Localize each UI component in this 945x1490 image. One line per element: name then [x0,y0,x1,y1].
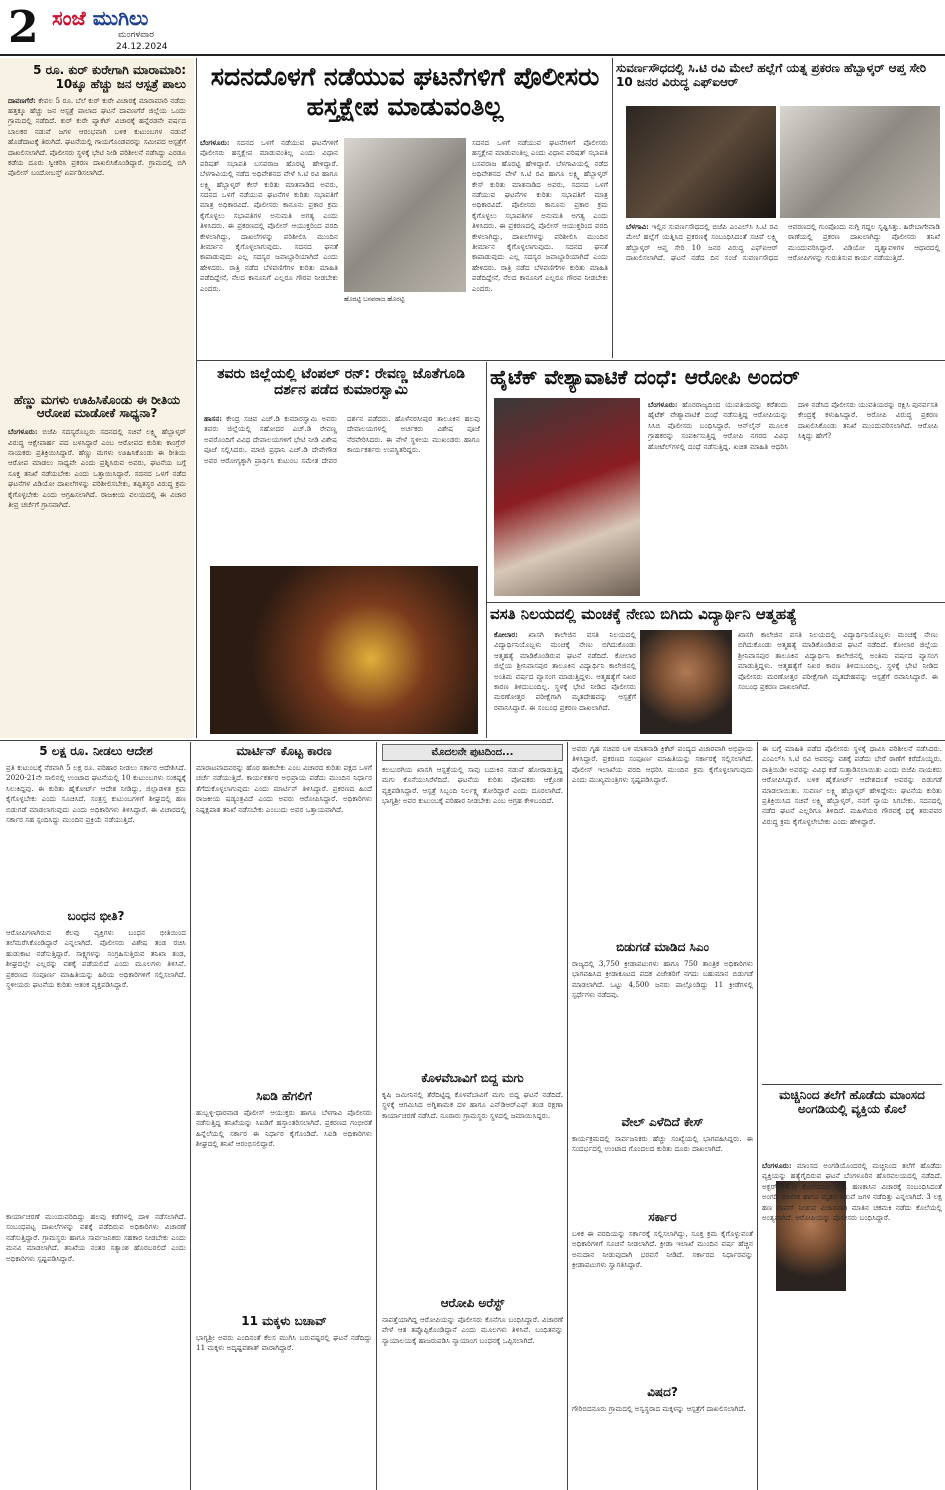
lead-story-caption: ಹೊರಟ್ಟಿ ಬಸವರಾಜ ಹೊರಟ್ಟಿ [344,295,405,303]
lead-story-dateline: ಬೆಂಗಳೂರು: [200,138,230,147]
murder-body [762,1161,942,1487]
hostel-body-right: ಖಾಸಗಿ ಕಾಲೇಜಿನ ವಸತಿ ನಿಲಯದಲ್ಲಿ ವಿದ್ಯಾರ್ಥಿನಿಯೊಬ್ಬಳು ಮಂಚಕ್ಕೆ ನೇಣು ಬಿಗಿದುಕೊಂಡು ಆತ್ಮಹತ್ಯೆ ಮಾಡಿಕೊಂಡಿರುವ ಘಟನೆ ನಡೆದಿದೆ. ಕೋಲಾರ ಜಿಲ್ಲೆಯ ಶ್ರೀನಿವಾಸಪುರ ತಾಲೂಕಿನ ವಿದ್ಯಾರ್ಥಿನಿ ಕಾಲೇಜಿನಲ್ಲಿ ಅಂತಿಮ ವರ್ಷದ ವ್ಯಾಸಂಗ ಮಾಡುತ್ತಿದ್ದಳು. ಆತ್ಮಹತ್ಯೆಗೆ ನಿಖರ ಕಾರಣ ತಿಳಿದುಬಂದಿಲ್ಲ. ಸ್ಥಳಕ್ಕೆ ಭೇಟಿ ನೀಡಿದ ಪೊಲೀಸರು ಮರಣೋತ್ತರ ಪರೀಕ್ಷೆಗಾಗಿ ಮೃತದೇಹವನ್ನು ಆಸ್ಪತ್ರೆಗೆ ರವಾನಿಸಿದ್ದಾರೆ. ಈ ಸಂಬಂಧ ಪ್ರಕರಣ ದಾಖಲಾಗಿದೆ. [738,630,938,692]
cid-subhead: ಸಿಐಡಿ ಹೆಗಲಿಗೆ [256,1089,312,1103]
bottom-left-body-3: ಕಾರ್ಯಾಚರಣೆ ಮುಂದುವರಿದಿದ್ದು ಹಲವು ಕಡೆಗಳಲ್ಲಿ ದಾಳಿ ನಡೆಸಲಾಗಿದೆ. ಸಂಬಂಧಪಟ್ಟ ದಾಖಲೆಗಳನ್ನು ವಶಕ್ಕೆ ಪಡೆದಿರುವ ಅಧಿಕಾರಿಗಳು ವಿಚಾರಣೆ ನಡೆಸುತ್ತಿದ್ದಾರೆ. ಗ್ರಾಮಸ್ಥರು ಹಾಗೂ ಸಾರ್ವಜನಿಕರು ಸಹಕಾರ ನೀಡಬೇಕು ಎಂದು ಮನವಿ ಮಾಡಲಾಗಿದೆ. ತನಿಖೆಯ ನಂತರ ಸತ್ಯಾಂಶ ಹೊರಬರಲಿದೆ ಎಂದು ಅಧಿಕಾರಿಗಳು ಸ್ಪಷ್ಟಪಡಿಸಿದ್ದಾರೆ. [6,1212,186,1263]
hitech-headline: ಹೈಟೆಕ್ ವೇಶ್ಯಾವಾಟಿಕೆ ದಂಧೆ: ಆರೋಪಿ ಅಂದರ್ [490,366,800,389]
case-subhead: ವೇಲ್ ಎಳೆದಿದೆ ಕೇಸ್ [621,1115,704,1129]
martin-headline: ಮಾರ್ಟಿನ್ ಕೊಟ್ಟ ಕಾರಣ [236,744,332,758]
continued-body-2: ಕೃಷಿ ಜಮೀನಿನಲ್ಲಿ ತೆರೆದಿಟ್ಟಿದ್ದ ಕೊಳವೆಬಾವಿಗೆ ಮಗು ಬಿದ್ದ ಘಟನೆ ನಡೆದಿದೆ. ಸ್ಥಳಕ್ಕೆ ಆಗಮಿಸಿದ ಅಗ್ನಿಶಾಮಕ ದಳ ಹಾಗೂ ಎನ್‌ಡಿಆರ್‌ಎಫ್ ತಂಡ ರಕ್ಷಣಾ ಕಾರ್ಯಾಚರಣೆ ನಡೆಸಿದೆ. ನೂರಾರು ಗ್ರಾಮಸ್ಥರು ಸ್ಥಳದಲ್ಲಿ ಜಮಾಯಿಸಿದ್ದರು. [382,1090,563,1120]
top-right-photo-2 [780,106,940,218]
lead-story-text: ಸದನದ ಒಳಗೆ ನಡೆಯುವ ಘಟನೆಗಳಿಗೆ ಪೊಲೀಸರು ಹಸ್ತಕ್ಷೇಪ ಮಾಡುವಂತಿಲ್ಲ ಎಂದು ವಿಧಾನ ಪರಿಷತ್ ಸಭಾಪತಿ ಬಸವರಾಜ ಹೊರಟ್ಟಿ ಹೇಳಿದ್ದಾರೆ. ಬೆಳಗಾವಿಯಲ್ಲಿ ನಡೆದ ಅಧಿವೇಶನದ ವೇಳೆ ಸಿ.ಟಿ ರವಿ ಹಾಗೂ ಲಕ್ಷ್ಮಿ ಹೆಬ್ಬಾಳ್ಕರ್ ಕೇಸ್ ಕುರಿತು ಮಾತನಾಡಿದ ಅವರು, ಸದನದ ಒಳಗೆ ನಡೆಯುವ ಘಟನೆಗಳ ಕುರಿತು ಸಭಾಪತಿಗೆ ಮಾತ್ರ ಅಧಿಕಾರವಿದೆ. ಪೊಲೀಸರು ಕಾನೂನು ಪ್ರಕಾರ ಕ್ರಮ ಕೈಗೊಳ್ಳಲು ಸಭಾಪತಿಗಳ ಅನುಮತಿ ಅಗತ್ಯ ಎಂದು ತಿಳಿಸಿದರು. ಈ ಪ್ರಕರಣದಲ್ಲಿ ಪೊಲೀಸ್ ಆಯುಕ್ತರಿಂದ ವರದಿ ಕೇಳಲಾಗಿದ್ದು, ದಾಖಲೆಗಳನ್ನು ಪರಿಶೀಲಿಸಿ ಮುಂದಿನ ತೀರ್ಮಾನ ಕೈಗೊಳ್ಳಲಾಗುವುದು. ಸದನದ ಘನತೆ ಕಾಪಾಡುವುದು ಎಲ್ಲ ಸದಸ್ಯರ ಜವಾಬ್ದಾರಿಯಾಗಿದೆ ಎಂದು ಹೇಳಿದರು. ರಾತ್ರಿ ನಡೆದ ಬೆಳವಣಿಗೆಗಳ ಕುರಿತು ಮಾಹಿತಿ ಪಡೆದಿದ್ದೇನೆ, ನೆಲದ ಕಾನೂನಿಗೆ ಎಲ್ಲರೂ ಗೌರವ ನೀಡಬೇಕು ಎಂದರು. [200,138,338,293]
page-number: 2 [8,4,39,52]
cm-subhead: ಬಿಡುಗಡೆ ಮಾಡಿದ ಸಿಎಂ [616,940,709,954]
hostel-story [490,606,942,738]
left-sub-headline: ಹೆಣ್ಣು ಮಗಳು ಊಹಿಸಿಕೊಂಡು ಈ ರೀತಿಯ ಆರೋಪ ಮಾಡೋಕೆ ಸಾಧ್ಯನಾ? [13,392,181,421]
hitech-photo [494,398,640,596]
bottom-left-body-2: ಆರೋಪಿಗಳಾಗಿರುವ ಕೆಲವು ವ್ಯಕ್ತಿಗಳು ಬಂಧನ ಭೀತಿಯಿಂದ ತಲೆಮರೆಸಿಕೊಂಡಿದ್ದಾರೆ ಎನ್ನಲಾಗಿದೆ. ಪೊಲೀಸರು ವಿಶೇಷ ತಂಡ ರಚಿಸಿ ಹುಡುಕಾಟ ನಡೆಸುತ್ತಿದ್ದಾರೆ. ಸಾಕ್ಷ್ಯಗಳನ್ನು ಸಂಗ್ರಹಿಸುತ್ತಿರುವ ತನಿಖಾ ತಂಡ, ಶೀಘ್ರದಲ್ಲೇ ಎಲ್ಲರನ್ನು ವಶಕ್ಕೆ ಪಡೆಯಲಿದೆ ಎಂದು ಮೂಲಗಳು ತಿಳಿಸಿವೆ. ಪ್ರಕರಣದ ಸಂಪೂರ್ಣ ಮಾಹಿತಿಯನ್ನು ಹಿರಿಯ ಅಧಿಕಾರಿಗಳಿಗೆ ಸಲ್ಲಿಸಲಾಗಿದೆ. ಸ್ಥಳೀಯರು ಘಟನೆಯ ಕುರಿತು ಆತಂಕ ವ್ಯಕ್ತಪಡಿಸಿದ್ದಾರೆ. [6,928,186,990]
lead-story [200,62,610,358]
left-story-dateline: ದಾವಣಗೆರೆ: [8,95,36,105]
temple-story [200,366,482,738]
left-story [0,58,194,738]
hitech-text: ಹೊರರಾಜ್ಯದಿಂದ ಯುವತಿಯರನ್ನು ಕರೆತಂದು ಹೈಟೆಕ್ ವೇಶ್ಯಾವಾಟಿಕೆ ದಂಧೆ ನಡೆಸುತ್ತಿದ್ದ ಆರೋಪಿಯನ್ನು ಸಿಸಿಬಿ ಪೊಲೀಸರು ಬಂಧಿಸಿದ್ದಾರೆ. ಆನ್‌ಲೈನ್ ಮೂಲಕ ಗ್ರಾಹಕರನ್ನು ಸಂಪರ್ಕಿಸುತ್ತಿದ್ದ ಆರೋಪಿ ನಗರದ ವಿವಿಧ ಹೋಟೆಲ್‌ಗಳಲ್ಲಿ ದಂಧೆ ನಡೆಸುತ್ತಿದ್ದ. ಖಚಿತ ಮಾಹಿತಿ ಆಧರಿಸಿ ದಾಳಿ ನಡೆಸಿದ ಪೊಲೀಸರು ಯುವತಿಯರನ್ನು ರಕ್ಷಿಸಿ ಪುನರ್ವಸತಿ ಕೇಂದ್ರಕ್ಕೆ ಕಳುಹಿಸಿದ್ದಾರೆ. ಆರೋಪಿ ವಿರುದ್ಧ ಪ್ರಕರಣ ದಾಖಲಿಸಿಕೊಂಡು ತನಿಖೆ ಮುಂದುವರಿಸಲಾಗಿದೆ. ಆರೋಪಿ ಸಿಕ್ಕಿದ್ದು ಹೇಗೆ? [648,400,938,451]
lead-story-photo [344,138,466,292]
hostel-dateline: ಕೋಲಾರ: [494,630,518,639]
hostel-body-left [494,630,636,734]
temple-headline: ತವರು ಜಿಲ್ಲೆಯಲ್ಲಿ ಟೆಂಪಲ್ ರನ್: ರೇವಣ್ಣ ಜೊತೆಗೂಡಿ ದರ್ಶನ ಪಡೆದ ಕುಮಾರಸ್ವಾಮಿ [217,366,465,399]
bottom-left-subhead: ಬಂಧನ ಭೀತಿ? [67,909,125,923]
bottom-left-story [6,744,186,1488]
govt-subhead: ಸರ್ಕಾರ [648,1210,677,1224]
top-right-headline: ಸುವರ್ಣಸೌಧದಲ್ಲಿ ಸಿ.ಟಿ ರವಿ ಮೇಲೆ ಹಲ್ಲೆಗೆ ಯತ್ನ ಪ್ರಕರಣ ಹೆಬ್ಬಾಳ್ಕರ್ ಆಪ್ತ ಸೇರಿ 10 ಜನರ ವಿರುದ್ಧ ಎಫ್‌ಐಆರ್ [616,62,927,89]
top-right-story [616,62,942,358]
cid-body: ಹುಬ್ಬಳ್ಳಿ-ಧಾರವಾಡ ಪೊಲೀಸ್ ಆಯುಕ್ತರು ಹಾಗೂ ಬೆಳಗಾವಿ ಪೊಲೀಸರು ನಡೆಸುತ್ತಿದ್ದ ತನಿಖೆಯನ್ನು ಸಿಐಡಿಗೆ ಹಸ್ತಾಂತರಿಸಲಾಗಿದೆ. ಪ್ರಕರಣದ ಗಂಭೀರತೆ ಹಿನ್ನೆಲೆಯಲ್ಲಿ ಸರ್ಕಾರ ಈ ನಿರ್ಧಾರ ಕೈಗೊಂಡಿದೆ. ಸಿಐಡಿ ಅಧಿಕಾರಿಗಳು ಶೀಘ್ರದಲ್ಲಿ ತನಿಖೆ ಆರಂಭಿಸಲಿದ್ದಾರೆ. [196,1108,372,1149]
continued-subhead-2: ಆರೋಪಿ ಅರೆಸ್ಟ್ [440,1296,505,1310]
logo-part-1: ಸಂಜೆ [52,6,86,30]
top-right-text: ಇಲ್ಲಿನ ಸುವರ್ಣಸೌಧದಲ್ಲಿ ಬಿಜೆಪಿ ಎಂಎಲ್‌ಸಿ ಸಿ.ಟಿ ರವಿ ಮೇಲೆ ಹಲ್ಲೆಗೆ ಯತ್ನಿಸಿದ ಪ್ರಕರಣಕ್ಕೆ ಸಂಬಂಧಿಸಿದಂತೆ ಸಚಿವೆ ಲಕ್ಷ್ಮಿ ಹೆಬ್ಬಾಳ್ಕರ್ ಆಪ್ತ ಸೇರಿ 10 ಜನರ ವಿರುದ್ಧ ಎಫ್‌ಐಆರ್ ದಾಖಲಿಸಲಾಗಿದೆ. ಘಟನೆ ನಡೆದ ದಿನ ಸಂಜೆ ಸುವರ್ಣಸೌಧದ ಆವರಣದಲ್ಲಿ ಗುಂಪೊಂದು ನುಗ್ಗಿ ಗದ್ದಲ ಸೃಷ್ಟಿಸಿತ್ತು. ಹಿರೇಬಾಗೇವಾಡಿ ಠಾಣೆಯಲ್ಲಿ ಪ್ರಕರಣ ದಾಖಲಾಗಿದ್ದು ಪೊಲೀಸರು ತನಿಖೆ ಮುಂದುವರಿಸಿದ್ದಾರೆ. ವಿಡಿಯೋ ದೃಶ್ಯಾವಳಿಗಳ ಆಧಾರದಲ್ಲಿ ಆರೋಪಿಗಳನ್ನು ಗುರುತಿಸುವ ಕಾರ್ಯ ನಡೆಯುತ್ತಿದೆ. [626,222,940,263]
left-sub-text: ಬಿಜೆಪಿ ಸದಸ್ಯರೊಬ್ಬರು ಸದನದಲ್ಲಿ ಸಚಿವೆ ಲಕ್ಷ್ಮಿ ಹೆಬ್ಬಾಳ್ಕರ್ ವಿರುದ್ಧ ಆಕ್ಷೇಪಾರ್ಹ ಪದ ಬಳಸಿದ್ದಾರೆ ಎಂಬ ಆರೋಪದ ಕುರಿತು ಕಾಂಗ್ರೆಸ್ ನಾಯಕರು ಪ್ರತಿಕ್ರಿಯಿಸಿದ್ದಾರೆ. ಹೆಣ್ಣು ಮಗಳು ಊಹಿಸಿಕೊಂಡು ಈ ರೀತಿಯ ಆರೋಪ ಮಾಡಲು ಸಾಧ್ಯವೇ ಎಂದು ಪ್ರಶ್ನಿಸಿರುವ ಅವರು, ಘಟನೆಯ ಬಗ್ಗೆ ಸೂಕ್ತ ತನಿಖೆ ನಡೆಯಬೇಕು ಎಂದು ಒತ್ತಾಯಿಸಿದ್ದಾರೆ. ಸದನದ ಒಳಗೆ ನಡೆದ ಘಟನೆಗಳ ವಿಡಿಯೋ ದಾಖಲೆಗಳನ್ನು ಪರಿಶೀಲಿಸಬೇಕು, ತಪ್ಪಿತಸ್ಥರ ವಿರುದ್ಧ ಕ್ರಮ ಕೈಗೊಳ್ಳಬೇಕು ಎಂದು ಆಗ್ರಹಿಸಲಾಗಿದೆ. ರಾಜಕೀಯ ವಲಯದಲ್ಲಿ ಈ ವಿಚಾರ ತೀವ್ರ ಚರ್ಚೆಗೆ ಗ್ರಾಸವಾಗಿದೆ. [8,427,186,510]
kids-body: ಭಾಗ್ಯಶ್ರೀ ಅವರು ಎಂದಿನಂತೆ ಕೆಲಸ ಮುಗಿಸಿ ಬರುವಷ್ಟರಲ್ಲಿ ಘಟನೆ ನಡೆದಿದ್ದು 11 ಮಕ್ಕಳು ಅದೃಷ್ಟವಶಾತ್ ಪಾರಾಗಿದ್ದಾರೆ. [196,1333,372,1353]
murder-story [762,1084,942,1488]
hostel-photo [640,630,732,734]
far-right-body: ಈ ಬಗ್ಗೆ ಮಾಹಿತಿ ಪಡೆದ ಪೊಲೀಸರು ಸ್ಥಳಕ್ಕೆ ಧಾವಿಸಿ ಪರಿಶೀಲನೆ ನಡೆಸಿದರು. ಎಂಎಲ್‌ಸಿ ಸಿ.ಟಿ ರವಿ ಅವರನ್ನು ವಶಕ್ಕೆ ಪಡೆದು ಬೇರೆ ಠಾಣೆಗೆ ಕರೆದೊಯ್ದರು. ರಾತ್ರಿಯಿಡೀ ಅವರನ್ನು ವಿವಿಧ ಕಡೆ ಸುತ್ತಾಡಿಸಲಾಯಿತು ಎಂದು ಬಿಜೆಪಿ ನಾಯಕರು ಆರೋಪಿಸಿದ್ದಾರೆ. ಬಳಿಕ ಹೈಕೋರ್ಟ್ ಆದೇಶದಂತೆ ಅವರನ್ನು ಬಿಡುಗಡೆ ಮಾಡಲಾಯಿತು. ಸುವರ್ಣ ಲಕ್ಷ್ಮಿ ಹೆಬ್ಬಾಳ್ಕರ್ ಹೇಳಿದ್ದೇನು: ಘಟನೆಯ ಕುರಿತು ಪ್ರತಿಕ್ರಿಯಿಸಿದ ಸಚಿವೆ ಲಕ್ಷ್ಮಿ ಹೆಬ್ಬಾಳ್ಕರ್, ನನಗೆ ನ್ಯಾಯ ಸಿಗಬೇಕು. ಸದನದಲ್ಲಿ ನಡೆದ ಘಟನೆ ಎಲ್ಲರಿಗೂ ತಿಳಿದಿದೆ. ಮಹಿಳೆಯರ ಗೌರವಕ್ಕೆ ಧಕ್ಕೆ ತರುವವರ ವಿರುದ್ಧ ಕ್ರಮ ಕೈಗೊಳ್ಳಲೇಬೇಕು ಎಂದು ಹೇಳಿದ್ದಾರೆ. [762,744,942,826]
bottom-left-headline: 5 ಲಕ್ಷ ರೂ. ನೀಡಲು ಆದೇಶ [39,744,153,758]
continued-subhead-1: ಕೊಳವೆಬಾವಿಗೆ ಬಿದ್ದ ಮಗು [421,1071,524,1085]
continued-body-1: ಕಲಬುರಗಿಯ ಖಾಸಗಿ ಆಸ್ಪತ್ರೆಯಲ್ಲಿ ಸಾವು ಬದುಕಿನ ನಡುವೆ ಹೋರಾಡುತ್ತಿದ್ದ ಮಗು ಕೊನೆಯುಸಿರೆಳೆದಿದೆ. ಘಟನೆಯ ಕುರಿತು ಪೋಷಕರು ಆಕ್ರೋಶ ವ್ಯಕ್ತಪಡಿಸಿದ್ದಾರೆ. ಆಸ್ಪತ್ರೆ ಸಿಬ್ಬಂದಿ ನಿರ್ಲಕ್ಷ್ಯ ತೋರಿದ್ದಾರೆ ಎಂದು ದೂರಲಾಗಿದೆ. ಭಾಗ್ಯಶ್ರೀ ಅವರ ಕುಟುಂಬಕ್ಕೆ ಪರಿಹಾರ ನೀಡಬೇಕು ಎಂಬ ಆಗ್ರಹ ಕೇಳಿಬಂದಿದೆ. [382,765,563,806]
left-sub-body [8,427,186,697]
hitech-dateline: ಬೆಂಗಳೂರು: [648,400,678,409]
hitech-story [490,366,942,600]
left-story-headline: 5 ರೂ. ಕುರ್ ಕುರೇಗಾಗಿ ಮಾರಾಮಾರಿ: 10ಕ್ಕೂ ಹೆಚ್ಚು ಜನ ಆಸ್ಪತ್ರೆ ಪಾಲು [33,63,186,91]
top-right-dateline: ಬೆಳಗಾವಿ: [626,222,649,231]
hitech-body [648,400,938,596]
hostel-headline: ವಸತಿ ನಿಲಯದಲ್ಲಿ ಮಂಚಕ್ಕೆ ನೇಣು ಬಿಗಿದು ವಿದ್ಯಾರ್ಥಿನಿ ಆತ್ಮಹತ್ಯೆ [490,606,797,623]
temple-text: ಕೇಂದ್ರ ಸಚಿವ ಎಚ್.ಡಿ ಕುಮಾರಸ್ವಾಮಿ ಅವರು ತವರು ಜಿಲ್ಲೆಯಲ್ಲಿ ಸಹೋದರ ಎಚ್.ಡಿ ರೇವಣ್ಣ ಅವರೊಂದಿಗೆ ವಿವಿಧ ದೇವಾಲಯಗಳಿಗೆ ಭೇಟಿ ನೀಡಿ ವಿಶೇಷ ಪೂಜೆ ಸಲ್ಲಿಸಿದರು. ಮಾಜಿ ಪ್ರಧಾನಿ ಎಚ್.ಡಿ ದೇವೇಗೌಡ ಅವರ ಆರೋಗ್ಯಕ್ಕಾಗಿ ಪ್ರಾರ್ಥಿಸಿ ಕುಟುಂಬ ಸಮೇತ ದೇವರ ದರ್ಶನ ಪಡೆದರು. ಹೊಳೆನರಸೀಪುರ ತಾಲೂಕಿನ ಹಲವು ದೇವಾಲಯಗಳಲ್ಲಿ ಅರ್ಚಕರು ವಿಶೇಷ ಪೂಜೆ ನೆರವೇರಿಸಿದರು. ಈ ವೇಳೆ ಸ್ಥಳೀಯ ಮುಖಂಡರು ಹಾಗೂ ಕಾರ್ಯಕರ್ತರು ಉಪಸ್ಥಿತರಿದ್ದರು. [204,414,480,465]
hostel-text: ಖಾಸಗಿ ಕಾಲೇಜಿನ ವಸತಿ ನಿಲಯದಲ್ಲಿ ವಿದ್ಯಾರ್ಥಿನಿಯೊಬ್ಬಳು ಮಂಚಕ್ಕೆ ನೇಣು ಬಿಗಿದುಕೊಂಡು ಆತ್ಮಹತ್ಯೆ ಮಾಡಿಕೊಂಡಿರುವ ಘಟನೆ ನಡೆದಿದೆ. ಕೋಲಾರ ಜಿಲ್ಲೆಯ ಶ್ರೀನಿವಾಸಪುರ ತಾಲೂಕಿನ ವಿದ್ಯಾರ್ಥಿನಿ ಕಾಲೇಜಿನಲ್ಲಿ ಅಂತಿಮ ವರ್ಷದ ವ್ಯಾಸಂಗ ಮಾಡುತ್ತಿದ್ದಳು. ಆತ್ಮಹತ್ಯೆಗೆ ನಿಖರ ಕಾರಣ ತಿಳಿದುಬಂದಿಲ್ಲ. ಸ್ಥಳಕ್ಕೆ ಭೇಟಿ ನೀಡಿದ ಪೊಲೀಸರು ಮರಣೋತ್ತರ ಪರೀಕ್ಷೆಗಾಗಿ ಮೃತದೇಹವನ್ನು ಆಸ್ಪತ್ರೆಗೆ ರವಾನಿಸಿದ್ದಾರೆ. ಈ ಸಂಬಂಧ ಪ್ರಕರಣ ದಾಖಲಾಗಿದೆ. [494,630,636,712]
govt-body: ಬಳಿಕ ಈ ವರದಿಯನ್ನು ಸರ್ಕಾರಕ್ಕೆ ಸಲ್ಲಿಸಲಾಗಿದ್ದು, ಸೂಕ್ತ ಕ್ರಮ ಕೈಗೊಳ್ಳುವಂತೆ ಅಧಿಕಾರಿಗಳಿಗೆ ಸೂಚನೆ ನೀಡಲಾಗಿದೆ. ಕ್ರೀಡಾ ಇಲಾಖೆ ಮುಂದಿನ ವರ್ಷ ಹೆಚ್ಚಿನ ಅನುದಾನ ನೀಡುವುದಾಗಿ ಭರವಸೆ ನೀಡಿದೆ. ಸರ್ಕಾರದ ನಿರ್ಧಾರವನ್ನು ಕ್ರೀಡಾಪಟುಗಳು ಸ್ವಾಗತಿಸಿದ್ದಾರೆ. [572,1229,753,1270]
kids-subhead: 11 ಮಕ್ಕಳು ಬಚಾವ್ [241,1314,327,1328]
lead-story-body-right: ಸದನದ ಒಳಗೆ ನಡೆಯುವ ಘಟನೆಗಳಿಗೆ ಪೊಲೀಸರು ಹಸ್ತಕ್ಷೇಪ ಮಾಡುವಂತಿಲ್ಲ ಎಂದು ವಿಧಾನ ಪರಿಷತ್ ಸಭಾಪತಿ ಬಸವರಾಜ ಹೊರಟ್ಟಿ ಹೇಳಿದ್ದಾರೆ. ಬೆಳಗಾವಿಯಲ್ಲಿ ನಡೆದ ಅಧಿವೇಶನದ ವೇಳೆ ಸಿ.ಟಿ ರವಿ ಹಾಗೂ ಲಕ್ಷ್ಮಿ ಹೆಬ್ಬಾಳ್ಕರ್ ಕೇಸ್ ಕುರಿತು ಮಾತನಾಡಿದ ಅವರು, ಸದನದ ಒಳಗೆ ನಡೆಯುವ ಘಟನೆಗಳ ಕುರಿತು ಸಭಾಪತಿಗೆ ಮಾತ್ರ ಅಧಿಕಾರವಿದೆ. ಪೊಲೀಸರು ಕಾನೂನು ಪ್ರಕಾರ ಕ್ರಮ ಕೈಗೊಳ್ಳಲು ಸಭಾಪತಿಗಳ ಅನುಮತಿ ಅಗತ್ಯ ಎಂದು ತಿಳಿಸಿದರು. ಈ ಪ್ರಕರಣದಲ್ಲಿ ಪೊಲೀಸ್ ಆಯುಕ್ತರಿಂದ ವರದಿ ಕೇಳಲಾಗಿದ್ದು, ದಾಖಲೆಗಳನ್ನು ಪರಿಶೀಲಿಸಿ ಮುಂದಿನ ತೀರ್ಮಾನ ಕೈಗೊಳ್ಳಲಾಗುವುದು. ಸದನದ ಘನತೆ ಕಾಪಾಡುವುದು ಎಲ್ಲ ಸದಸ್ಯರ ಜವಾಬ್ದಾರಿಯಾಗಿದೆ ಎಂದು ಹೇಳಿದರು. ರಾತ್ರಿ ನಡೆದ ಬೆಳವಣಿಗೆಗಳ ಕುರಿತು ಮಾಹಿತಿ ಪಡೆದಿದ್ದೇನೆ, ನೆಲದ ಕಾನೂನಿಗೆ ಎಲ್ಲರೂ ಗೌರವ ನೀಡಬೇಕು ಎಂದರು. [472,138,608,293]
continued-body-3: ನಾಪತ್ತೆಯಾಗಿದ್ದ ಆರೋಪಿಯನ್ನು ಪೊಲೀಸರು ಕೊನೆಗೂ ಬಂಧಿಸಿದ್ದಾರೆ. ವಿಚಾರಣೆ ವೇಳೆ ಆತ ತಪ್ಪೊಪ್ಪಿಕೊಂಡಿದ್ದಾನೆ ಎಂದು ಮೂಲಗಳು ತಿಳಿಸಿವೆ. ಬಂಧಿತನನ್ನು ನ್ಯಾಯಾಲಯಕ್ಕೆ ಹಾಜರುಪಡಿಸಿ ನ್ಯಾಯಾಂಗ ಬಂಧನಕ್ಕೆ ಒಪ್ಪಿಸಲಾಗಿದೆ. [382,1315,563,1345]
martin-story [196,744,372,1488]
temple-photo [210,566,478,734]
left-story-body [8,96,186,386]
temple-dateline: ಹಾಸನ: [204,414,222,423]
bottom-left-body: ಪ್ರತಿ ಕುಟುಂಬಕ್ಕೆ ನೆರವಾಗಿ 5 ಲಕ್ಷ ರೂ. ಪರಿಹಾರ ನೀಡಲು ಸರ್ಕಾರ ಆದೇಶಿಸಿದೆ. 2020-21ನೇ ಸಾಲಿನಲ್ಲಿ ಉಂಟಾದ ಘಟನೆಯಲ್ಲಿ 10 ಕುಟುಂಬಗಳು ಸಂಕಷ್ಟಕ್ಕೆ ಸಿಲುಕಿದ್ದವು. ಈ ಕುರಿತು ಹೈಕೋರ್ಟ್ ಆದೇಶ ನೀಡಿದ್ದು, ಜಿಲ್ಲಾಡಳಿತ ಕ್ರಮ ಕೈಗೊಳ್ಳಬೇಕು ಎಂದು ಸೂಚಿಸಿದೆ. ಸಂತ್ರಸ್ತ ಕುಟುಂಬಗಳಿಗೆ ಶೀಘ್ರದಲ್ಲಿ ಹಣ ಬಿಡುಗಡೆ ಮಾಡಲಾಗುವುದು ಎಂದು ಅಧಿಕಾರಿಗಳು ತಿಳಿಸಿದ್ದಾರೆ. ಈ ವಿಚಾರದಲ್ಲಿ ಸರ್ಕಾರ ಸಹ ಸ್ಪಂದಿಸಿದ್ದು ಮುಂದಿನ ಪ್ರಕ್ರಿಯೆ ನಡೆಯುತ್ತಿದೆ. [6,763,186,825]
cm-body: ರಾಜ್ಯದಲ್ಲಿ 3,750 ಕ್ರೀಡಾಪಟುಗಳು ಹಾಗೂ 750 ತಾಂತ್ರಿಕ ಅಧಿಕಾರಿಗಳು ಭಾಗವಹಿಸಿದ ಕ್ರೀಡಾಕೂಟದ ಪದಕ ವಿಜೇತರಿಗೆ ನಗದು ಬಹುಮಾನ ಬಿಡುಗಡೆ ಮಾಡಲಾಗಿದೆ. ಒಟ್ಟು 4,500 ಜನರು ಪಾಲ್ಗೊಂಡಿದ್ದು 11 ಕ್ರೀಡೆಗಳಲ್ಲಿ ಸ್ಪರ್ಧೆಗಳು ನಡೆದವು. [572,959,753,1000]
martin-body: ಮಾರಾಟವಾದವರನ್ನು ಹೊರ ಹಾಕಬೇಕು ಎಂಬ ವಿಚಾರದ ಕುರಿತು ಪಕ್ಷದ ಒಳಗೆ ಚರ್ಚೆ ನಡೆಯುತ್ತಿದೆ. ಕಾರ್ಯಕರ್ತರ ಅಭಿಪ್ರಾಯ ಪಡೆದು ಮುಂದಿನ ನಿರ್ಧಾರ ತೆಗೆದುಕೊಳ್ಳಲಾಗುವುದು ಎಂದು ಮಾರ್ಟಿನ್ ತಿಳಿಸಿದ್ದಾರೆ. ಪ್ರಕರಣದ ಹಿಂದೆ ರಾಜಕೀಯ ಷಡ್ಯಂತ್ರವಿದೆ ಎಂದು ಅವರು ಆರೋಪಿಸಿದ್ದಾರೆ. ಅಧಿಕಾರಿಗಳು ನಿಷ್ಪಕ್ಷಪಾತ ತನಿಖೆ ನಡೆಸಬೇಕು ಎಂಬುದು ಅವರ ಒತ್ತಾಯವಾಗಿದೆ. [196,763,372,814]
temple-body [204,414,480,564]
issue-day: ಮಂಗಳವಾರ [118,30,155,40]
top-right-body [626,222,940,356]
newspaper-logo [52,6,222,30]
poison-body: ಗೌರಿಬಿದನೂರು ಗ್ರಾಮದಲ್ಲಿ ಅಸ್ವಸ್ಥರಾದ ಮಕ್ಕಳನ್ನು ಆಸ್ಪತ್ರೆಗೆ ದಾಖಲಿಸಲಾಗಿದೆ. [572,1404,746,1413]
continued-story [382,744,563,1488]
middle-right-body-1: ಅವರು ಗೃಹ ಸಚಿವರ ಬಳಿ ಮಾತನಾಡಿ ಕ್ರಿಕೆಟ್ ಪಂದ್ಯದ ವಿಚಾರವಾಗಿ ಅಭಿಪ್ರಾಯ ತಿಳಿಸಿದ್ದಾರೆ. ಪ್ರಕರಣದ ಸಂಪೂರ್ಣ ಮಾಹಿತಿಯನ್ನು ಸರ್ಕಾರಕ್ಕೆ ಸಲ್ಲಿಸಲಾಗಿದೆ. ಪೊಲೀಸ್ ಇಲಾಖೆಯ ವರದಿ ಆಧರಿಸಿ ಮುಂದಿನ ಕ್ರಮ ಕೈಗೊಳ್ಳಲಾಗುವುದು ಎಂದು ಮುಖ್ಯಮಂತ್ರಿಗಳು ಸ್ಪಷ್ಟಪಡಿಸಿದ್ದಾರೆ. [572,744,753,785]
case-body: ಕಾರ್ಯಕ್ರಮದಲ್ಲಿ ಸಾರ್ವಜನಿಕರು ಹೆಚ್ಚು ಸಂಖ್ಯೆಯಲ್ಲಿ ಭಾಗವಹಿಸಿದ್ದರು. ಈ ಸಂದರ್ಭದಲ್ಲಿ ಉಂಟಾದ ಗೊಂದಲದ ಕುರಿತು ದೂರು ದಾಖಲಾಗಿದೆ. [572,1134,753,1154]
lead-story-headline: ಸದನದೊಳಗೆ ನಡೆಯುವ ಘಟನೆಗಳಿಗೆ ಪೊಲೀಸರು ಹಸ್ತಕ್ಷೇಪ ಮಾಡುವಂತಿಲ್ಲ [210,62,600,121]
left-story-text: ಕೇವಲ 5 ರೂ. ಬೆಲೆ ಕುರ್ ಕುರೇ ವಿಚಾರಕ್ಕೆ ಮಾರಾಮಾರಿ ನಡೆದು ಹತ್ತಕ್ಕೂ ಹೆಚ್ಚು ಜನ ಆಸ್ಪತ್ರೆ ಪಾಲಾದ ಘಟನೆ ದಾವಣಗೆರೆ ಜಿಲ್ಲೆಯ ಒಂದು ಗ್ರಾಮದಲ್ಲಿ ನಡೆದಿದೆ. ಕುರ್ ಕುರೇ ಪ್ಯಾಕೆಟ್ ವಿಚಾರಕ್ಕೆ ಹನ್ನೆರಡನೇ ವರ್ಷದ ಬಾಲಕರ ನಡುವೆ ಜಗಳ ಆರಂಭವಾಗಿ ಬಳಿಕ ಕುಟುಂಬಗಳ ನಡುವೆ ಹೊಡೆದಾಟಕ್ಕೆ ತಿರುಗಿದೆ. ಘಟನೆಯಲ್ಲಿ ಗಾಯಗೊಂಡವರನ್ನು ಸಮೀಪದ ಆಸ್ಪತ್ರೆಗೆ ದಾಖಲಿಸಲಾಗಿದೆ. ಪೊಲೀಸರು ಸ್ಥಳಕ್ಕೆ ಭೇಟಿ ನೀಡಿ ಪರಿಶೀಲನೆ ನಡೆಸಿದ್ದು ಎರಡೂ ಕಡೆಯ ದೂರು ಸ್ವೀಕರಿಸಿ ಪ್ರಕರಣ ದಾಖಲಿಸಿಕೊಂಡಿದ್ದಾರೆ. ಗ್ರಾಮದಲ್ಲಿ ಬಿಗಿ ಪೊಲೀಸ್ ಬಂದೋಬಸ್ತ್ ಏರ್ಪಡಿಸಲಾಗಿದೆ. [8,95,186,178]
logo-part-2: ಮುಗಿಲು [92,6,149,30]
issue-date: 24.12.2024 [116,42,168,52]
murder-dateline: ಬೆಂಗಳೂರು: [762,1161,792,1170]
lead-story-body-left [200,138,338,358]
murder-text: ಮಾಂಸದ ಅಂಗಡಿಯೊಂದರಲ್ಲಿ ಮಚ್ಚಿನಿಂದ ತಲೆಗೆ ಹೊಡೆದು ವ್ಯಕ್ತಿಯನ್ನು ಹತ್ಯೆಗೈದಿರುವ ಘಟನೆ ಬೆಂಗಳೂರಿನ ಹೊರವಲಯದಲ್ಲಿ ನಡೆದಿದೆ. ಅಕ್ಬರ್ (45) ಕೊಲೆಯಾದ ವ್ಯಕ್ತಿ. ಹಣಕಾಸಿನ ವಿಚಾರಕ್ಕೆ ಸಂಬಂಧಿಸಿದಂತೆ ಅಂಗಡಿ ಮಾಲೀಕ ಹಾಗೂ ಮೃತನ ನಡುವೆ ಜಗಳ ನಡೆದಿತ್ತು ಎನ್ನಲಾಗಿದೆ. 3 ಲಕ್ಷ ಹಣ ವಾಪಸ್ ನೀಡುವ ವಿಚಾರವಾಗಿ ಮಾತಿನ ಚಕಮಕಿ ನಡೆದು ಕೊಲೆಯಲ್ಲಿ ಅಂತ್ಯವಾಗಿದೆ. ಆರೋಪಿಯನ್ನು ಪೊಲೀಸರು ಬಂಧಿಸಿದ್ದಾರೆ. [762,1161,942,1223]
left-sub-dateline: ಬೆಂಗಳೂರು: [8,427,38,437]
far-right-column [762,744,942,1488]
top-right-photo-1 [626,106,776,218]
middle-right-story [572,744,753,1488]
murder-headline: ಮಚ್ಚಿನಿಂದ ತಲೆಗೆ ಹೊಡೆದು ಮಾಂಸದ ಅಂಗಡಿಯಲ್ಲಿ ವ್ಯಕ್ತಿಯ ಕೊಲೆ [779,1088,925,1116]
poison-subhead: ವಿಷದ? [647,1385,678,1399]
masthead [0,0,945,56]
continued-banner: ಮೊದಲನೇ ಪುಟದಿಂದ... [382,744,563,761]
